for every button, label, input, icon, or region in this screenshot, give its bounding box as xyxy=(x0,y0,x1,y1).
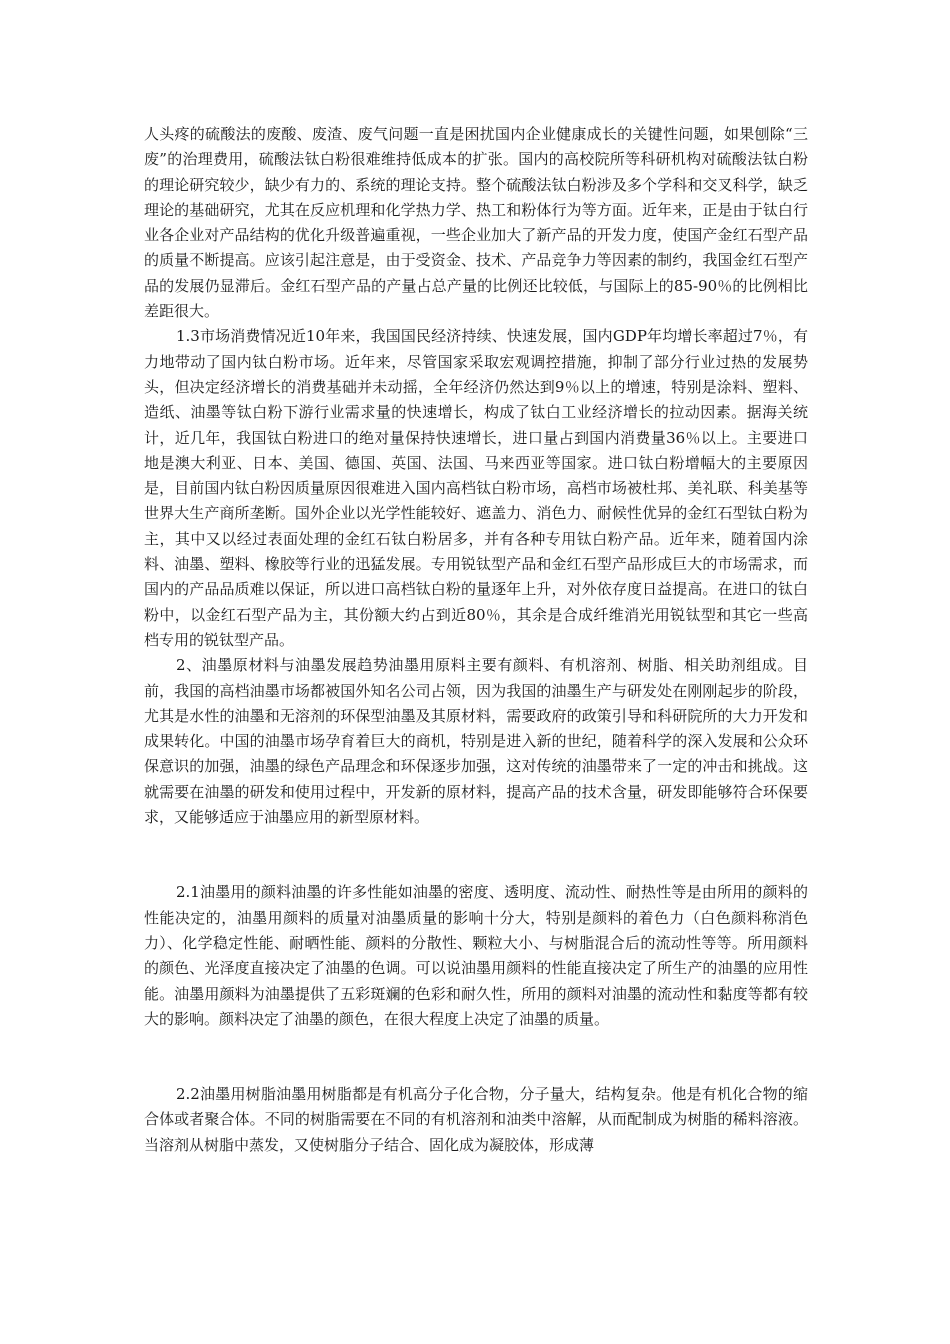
paragraph-ink-resins: 2.2油墨用树脂油墨用树脂都是有机高分子化合物，分子量大，结构复杂。他是有机化合物的缩合体或者聚合体。不同的树脂需要在不同的有机溶剂和油类中溶解，从而配制成为树脂的稀料溶液。当溶剂从树脂中蒸发，又使树脂分子结合、固化成为凝胶体，形成薄 xyxy=(144,1085,808,1154)
paragraph-continuation: 人头疼的硫酸法的废酸、废渣、废气问题一直是困扰国内企业健康成长的关键性问题，如果刨除“三废”的治理费用，硫酸法钛白粉很难维持低成本的扩张。国内的高校院所等科研机构对硫酸法钛白粉的理论研究较少，缺少有力的、系统的理论支持。整个硫酸法钛白粉涉及多个学科和交叉科学，缺乏理论的基础研究，尤其在反应机理和化学热力学、热工和粉体行为等方面。近年来，正是由于钛白行业各企业对产品结构的优化升级普遍重视，一些企业加大了新产品的开发力度，使国产金红石型产品的质量不断提高。应该引起注意是，由于受资金、技术、产品竞争力等因素的制约，我国金红石型产品的发展仍显滞后。金红石型产品的产量占总产量的比例还比较低，与国际上的85-90％的比例相比差距很大。 xyxy=(144,125,808,321)
paragraph-spacer xyxy=(144,830,808,880)
document-page xyxy=(144,122,808,1158)
paragraph-market-consumption: 1.3市场消费情况近10年来，我国国民经济持续、快速发展，国内GDP年均增长率超过7％，有力地带动了国内钛白粉市场。近年来，尽管国家采取宏观调控措施，抑制了部分行业过热的发展势头，但决定经济增长的消费基础并未动摇，全年经济仍然达到9％以上的增速，特别是涂料、塑料、造纸、油墨等钛白粉下游行业需求量的快速增长，构成了钛白工业经济增长的拉动因素。据海关统计，近几年，我国钛白粉进口的绝对量保持快速增长，进口量占到国内消费量36％以上。主要进口地是澳大利亚、日本、美国、德国、英国、法国、马来西亚等国家。进口钛白粉增幅大的主要原因是，目前国内钛白粉因质量原因很难进入国内高档钛白粉市场，高档市场被杜邦、美礼联、科美基等世界大生产商所垄断。国外企业以光学性能较好、遮盖力、消色力、耐候性优异的金红石型钛白粉为主，其中又以经过表面处理的金红石钛白粉居多，并有各种专用钛白粉产品。近年来，随着国内涂料、油墨、塑料、橡胶等行业的迅猛发展。专用锐钛型产品和金红石型产品形成巨大的市场需求，而国内的产品品质难以保证，所以进口高档钛白粉的量逐年上升，对外依存度日益提高。在进口的钛白粉中，以金红石型产品为主，其份额大约占到近80％，其余是合成纤维消光用锐钛型和其它一些高档专用的锐钛型产品。 xyxy=(144,327,808,649)
paragraph-spacer xyxy=(144,1032,808,1082)
paragraph-ink-pigments: 2.1油墨用的颜料油墨的许多性能如油墨的密度、透明度、流动性、耐热性等是由所用的颜料的性能决定的，油墨用颜料的质量对油墨质量的影响十分大，特别是颜料的着色力（白色颜料称消色力）、化学稳定性能、耐晒性能、颜料的分散性、颗粒大小、与树脂混合后的流动性等等。所用颜料的颜色、光泽度直接决定了油墨的色调。可以说油墨用颜料的性能直接决定了所生产的油墨的应用性能。油墨用颜料为油墨提供了五彩斑斓的色彩和耐久性，所用的颜料对油墨的流动性和黏度等都有较大的影响。颜料决定了油墨的颜色，在很大程度上决定了油墨的质量。 xyxy=(144,883,808,1028)
paragraph-ink-materials: 2、油墨原材料与油墨发展趋势油墨用原料主要有颜料、有机溶剂、树脂、相关助剂组成。目前，我国的高档油墨市场都被国外知名公司占领，因为我国的油墨生产与研发处在刚刚起步的阶段，尤其是水性的油墨和无溶剂的环保型油墨及其原材料，需要政府的政策引导和科研院所的大力开发和成果转化。中国的油墨市场孕育着巨大的商机，特别是进入新的世纪，随着科学的深入发展和公众环保意识的加强，油墨的绿色产品理念和环保逐步加强，这对传统的油墨带来了一定的冲击和挑战。这就需要在油墨的研发和使用过程中，开发新的原材料，提高产品的技术含量，研发即能够符合环保要求，又能够适应于油墨应用的新型原材料。 xyxy=(144,656,808,827)
